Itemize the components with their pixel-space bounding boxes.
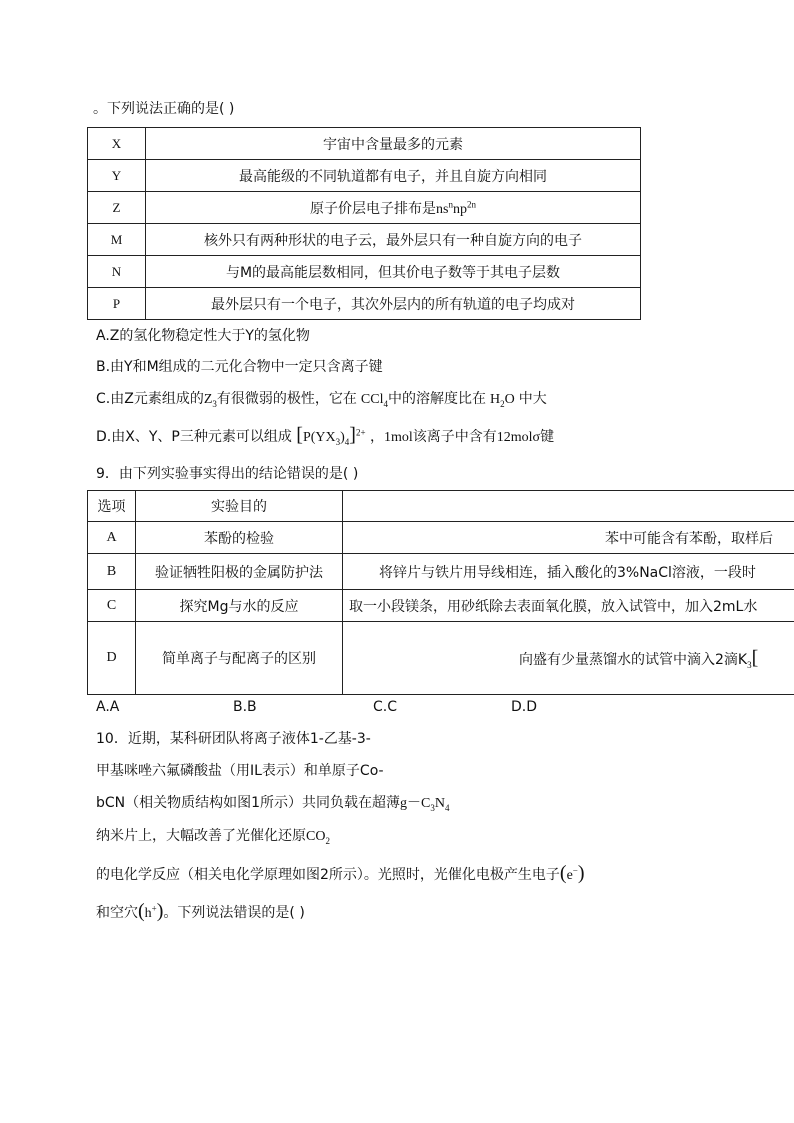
header-cell: 选项 — [88, 491, 136, 522]
row-value: 最外层只有一个电子，其次外层内的所有轨道的电子均成对 — [146, 288, 641, 320]
formula-charge: 2+ — [355, 427, 366, 438]
q8-stem: 。下列说法正确的是( ) — [93, 101, 235, 117]
row-value: 宇宙中含量最多的元素 — [146, 128, 641, 160]
q10-text: 和空穴 — [96, 905, 138, 921]
left-bracket-icon: [ — [751, 646, 759, 669]
q10-text: 。下列说法错误的是( ) — [163, 905, 305, 921]
answer-b: B.B — [233, 699, 257, 715]
table-row — [88, 590, 794, 622]
row-key: X — [88, 128, 146, 160]
element-table — [87, 127, 641, 320]
row-key: M — [88, 224, 146, 256]
left-paren-icon: ( — [138, 900, 145, 922]
formula-sup-n: n — [448, 198, 453, 209]
option-b: B.由Y和M组成的二元化合物中一定只含离子键 — [96, 359, 383, 375]
formula-sub: 2 — [500, 398, 505, 409]
row-key: N — [88, 256, 146, 288]
formula-ccl: CCl — [360, 392, 384, 407]
detail-cell — [343, 622, 794, 695]
table-row — [88, 256, 641, 288]
formula-gc: g－C — [400, 796, 431, 811]
experiment-table — [87, 490, 794, 695]
row-value — [146, 192, 641, 224]
row-value: 与M的最高能层数相同，但其价电子数等于其电子层数 — [146, 256, 641, 288]
table-row — [88, 128, 641, 160]
option-c-text: 有很微弱的极性，它在 — [216, 391, 357, 407]
table-row — [88, 288, 641, 320]
experiment-table-clip — [87, 490, 794, 696]
formula-e: e — [566, 868, 573, 883]
formula-sub: 3 — [212, 398, 217, 409]
table-row — [88, 554, 794, 590]
option-d — [96, 424, 554, 447]
row-key: Y — [88, 160, 146, 192]
formula-sub: 3 — [430, 802, 435, 813]
q10-text: 的电化学反应（相关电化学原理如图2所示）。光照时，光催化电极产生电子 — [96, 867, 560, 883]
q10-line-3 — [96, 792, 450, 812]
row-value: 核外只有两种形状的电子云，最外层只有一种自旋方向的电子 — [146, 224, 641, 256]
formula-h: h — [144, 906, 152, 921]
table-row — [88, 522, 794, 554]
answer-c: C.C — [373, 699, 398, 715]
row-key: P — [88, 288, 146, 320]
detail-text: 向盛有少量蒸馏水的试管中滴入2滴K — [519, 651, 748, 668]
purpose-cell: 验证牺牲阳极的金属防护法 — [136, 554, 343, 590]
formula-sub: 2 — [325, 835, 330, 846]
q9-stem: 9．由下列实验事实得出的结论错误的是( ) — [96, 466, 359, 482]
detail-cell: 苯中可能含有苯酚，取样后 — [343, 522, 794, 554]
value-text: 原子价层电子排布是 — [310, 200, 437, 217]
formula-n: N — [434, 796, 446, 811]
q10-line-4 — [96, 825, 330, 845]
formula-close: ) — [340, 430, 345, 445]
q10-line-1: 10．近期，某科研团队将离子液体1-乙基-3- — [96, 731, 371, 747]
answer-a: A.A — [96, 699, 120, 715]
table-row — [88, 622, 794, 695]
right-bracket-icon: ] — [349, 424, 356, 446]
detail-cell: 将锌片与铁片用导线相连，插入酸化的3%NaCl溶液，一段时 — [343, 554, 794, 590]
right-paren-icon: ) — [577, 862, 585, 884]
formula-sub: 4 — [344, 436, 350, 447]
q10-line-5 — [96, 862, 585, 885]
detail-cell: 取一小段镁条，用砂纸除去表面氧化膜，放入试管中，加入2mL水 — [343, 590, 794, 622]
option-a: A.Z的氢化物稳定性大于Y的氢化物 — [96, 328, 310, 344]
right-paren-icon: ) — [156, 900, 164, 922]
option-d-text: D.由X、Y、P三种元素可以组成 — [96, 429, 292, 445]
formula-complex: P(YX — [302, 430, 336, 445]
q10-line-6 — [96, 900, 305, 923]
formula-z: Z — [203, 392, 213, 407]
option-cell: A — [88, 522, 136, 554]
formula-sup: + — [151, 903, 157, 914]
formula-co: CO — [306, 829, 326, 844]
purpose-cell: 探究Mg与水的反应 — [136, 590, 343, 622]
option-cell: C — [88, 590, 136, 622]
option-c-text: C.由Z元素组成的 — [96, 391, 204, 407]
row-key: Z — [88, 192, 146, 224]
left-paren-icon: ( — [559, 862, 567, 884]
purpose-cell: 苯酚的检验 — [136, 522, 343, 554]
formula-sub: 3 — [747, 659, 752, 670]
q10-line-2: 甲基咪唑六氟磷酸盐（用IL表示）和单原子Co- — [96, 763, 384, 779]
option-c — [96, 388, 547, 408]
option-c-text: 中的溶解度比在 — [387, 391, 486, 407]
table-row — [88, 192, 641, 224]
formula-h: H — [489, 392, 501, 407]
q10-text: 纳米片上，大幅改善了光催化还原 — [96, 828, 306, 844]
formula-ns: ns — [436, 201, 449, 217]
formula-sub: 3 — [335, 436, 341, 447]
table-row — [88, 160, 641, 192]
left-bracket-icon: [ — [296, 424, 303, 446]
option-c-text: 中大 — [518, 391, 547, 407]
purpose-cell: 简单离子与配离子的区别 — [136, 622, 343, 695]
formula-sub: 4 — [445, 802, 450, 813]
option-cell: B — [88, 554, 136, 590]
header-cell: 实验目的 — [136, 491, 343, 522]
table-header-row — [88, 491, 794, 522]
formula-sub: 4 — [383, 398, 388, 409]
formula-sup-2n: 2n — [466, 198, 476, 209]
header-cell — [343, 491, 794, 522]
row-value: 最高能级的不同轨道都有电子，并且自旋方向相同 — [146, 160, 641, 192]
table-row — [88, 224, 641, 256]
formula-o: O — [504, 392, 515, 407]
formula-sup: − — [572, 865, 578, 876]
option-d-text: ，1mol该离子中含有12molσ键 — [370, 430, 555, 445]
q10-text: bCN（相关物质结构如图1所示）共同负载在超薄 — [96, 795, 401, 811]
answer-d: D.D — [511, 699, 538, 715]
formula-np: np — [452, 201, 467, 217]
option-cell: D — [88, 622, 136, 695]
